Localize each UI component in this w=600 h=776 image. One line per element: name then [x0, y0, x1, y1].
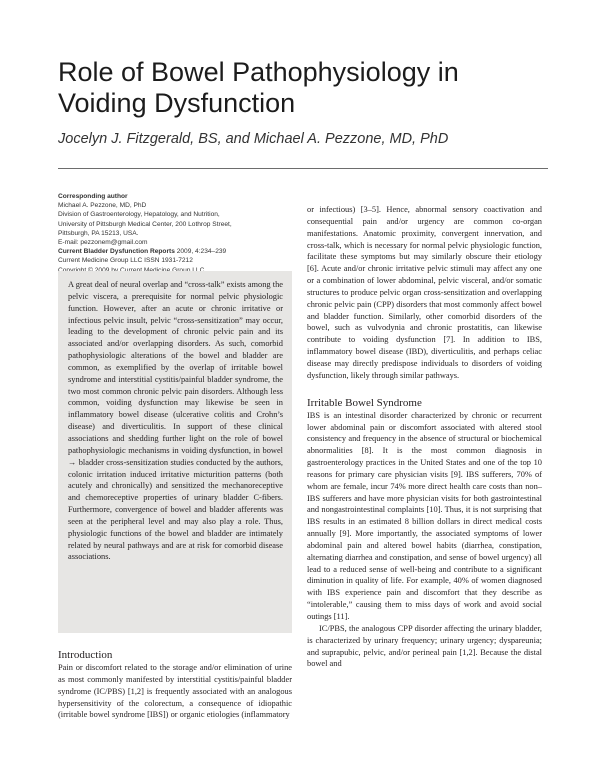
- correspondence-email: E-mail: pezzonem@gmail.com: [58, 239, 148, 247]
- journal-name: Current Bladder Dysfunction Reports: [58, 248, 175, 256]
- correspondence-line: Pittsburgh, PA 15213, USA.: [58, 229, 139, 237]
- right-column: [307, 204, 542, 670]
- abstract-box: [58, 271, 292, 633]
- title-divider: [58, 168, 548, 169]
- correspondence-heading: Corresponding author: [58, 193, 128, 200]
- icpbs-paragraph: IC/PBS, the analogous CPP disorder affecting the urinary bladder, is characterized by urinary frequency; urinary urgency; dyspareunia; and suprapubic, pelvic, and/or perineal pain [1,2]. Because the distal bowel and: [307, 623, 542, 669]
- introduction-paragraph: Pain or discomfort related to the storage and/or elimination of urine as most commonly manifested by interstitial cystitis/painful bladder syndrome (IC/PBS) [1,2] is frequently associated with an analogous hypersensitivity of the colorectum, a consequence of idiopathic (irritable bowel syndrome [IBS]) or organic etiologies (inflammatory: [58, 663, 292, 720]
- publisher-line: Current Medicine Group LLC ISSN 1931-7212: [58, 257, 193, 265]
- left-column: [58, 648, 292, 721]
- author-list: Jocelyn J. Fitzgerald, BS, and Michael A. Pezzone, MD, PhD: [58, 131, 449, 147]
- correspondence-block: [58, 192, 278, 275]
- journal-citation: [58, 247, 278, 256]
- correspondence-line: Michael A. Pezzone, MD, PhD: [58, 202, 147, 210]
- abstract-text: A great deal of neural overlap and “cross-talk” exists among the pelvic viscera, a prerequisite for normal pelvic physiologic function. However, after an acute or chronic irritative or infectious pelvic insult, pelvic “cross-sensitization” may occur, leading to the development of chronic pelvic pain and its associated and/or overlapping disorders. As such, comorbid pathophysiologic alterations of the bowel and bladder are common, as exemplified by the overlap of irritable bowel syndrome and interstitial cystitis/painful bladder syndrome, the two most common chronic pelvic pain disorders. Although less common, voiding dysfunction may likewise be seen in inflammatory bowel disease (ulcerative colitis and Crohn’s disease) and diverticulitis. In support of these clinical associations and shedding further light on the role of bowel pathophysiologic mechanisms in voiding dysfunction, in bowel → bladder cross-sensitization studies conducted by the authors, colonic irritation induced irritative micturition patterns (both acutely and chronically) and sensitized the mechanoreceptive and chemoreceptive properties of urinary bladder C-fibers. Furthermore, convergence of bowel and bladder afferents was seen at the peripheral level and may also play a role. Thus, physiologic functions of the bowel and bladder are intimately related by neural pathways and are at risk for comorbid disease associations.: [68, 280, 283, 562]
- ibs-section-heading: Irritable Bowel Syndrome: [307, 396, 422, 409]
- continuation-paragraph: or infectious) [3–5]. Hence, abnormal sensory coactivation and consequential pain and/or urgency are common co-organ manifestations. Anatomic proximity, convergent innervation, and cross-talk, which is necessary for normal pelvic physiologic function, facilitate these symptoms but may similarly obscure their etiology [6]. Acute and/or chronic irritative pelvic stimuli may affect any one or a combination of lower abdominal, pelvic visceral, and/or somatic structures to produce pelvic organ cross-sensitization and overlapping chronic pelvic pain (CPP) disorders that most commonly affect bowel and bladder function. Similarly, other comorbid disorders of the bowel, such as vulvodynia and chronic prostatitis, can likewise contribute to voiding dysfunction [7]. In addition to IBS, inflammatory bowel disease (IBD), diverticulitis, and perhaps celiac disease may directly predispose individuals to disorders of voiding dysfunction, likely through similar pathways.: [307, 205, 542, 380]
- correspondence-line: University of Pittsburgh Medical Center, 200 Lothrop Street,: [58, 220, 232, 228]
- correspondence-line: Division of Gastroenterology, Hepatology, and Nutrition,: [58, 211, 220, 219]
- introduction-heading: Introduction: [58, 649, 113, 661]
- ibs-paragraph: IBS is an intestinal disorder characterized by chronic or recurrent lower abdominal pain or discomfort associated with altered stool consistency and frequency in the absence of structural or biochemical abnormalities [8]. It is the most common diagnosis in gastroenterology practices in the United States and one of the top 10 reasons for primary care physician visits [9]. IBS sufferers, 70% of whom are female, incur 74% more direct health care costs than non–IBS sufferers and have more physician visits for both gastrointestinal and nongastrointestinal complaints [10]. Thus, it is not surprising that IBS results in an estimated 8 billion dollars in direct medical costs annually [9]. More importantly, the associated symptoms of lower abdominal pain and altered bowel habits (diarrhea, constipation, alternating diarrhea and constipation, and sense of bowel urgency) all lead to a reduced sense of well-being and contribute to a significant diminution in quality of life. For example, 40% of women diagnosed with IBS experience pain and discomfort that they describe as “intolerable,” causing them to miss days of work and avoid social outings [11].: [307, 410, 542, 621]
- journal-volume-pages: 2009, 4:234–239: [174, 248, 227, 256]
- article-title: Role of Bowel Pathophysiology in Voiding Dysfunction: [58, 57, 459, 118]
